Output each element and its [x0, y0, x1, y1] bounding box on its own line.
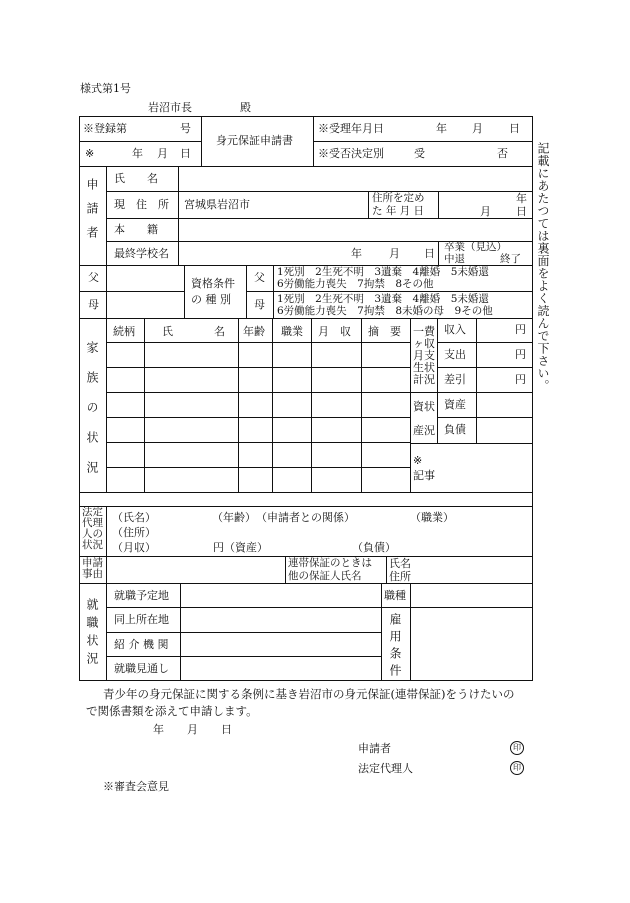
- review-label: ※審査会意見: [103, 780, 169, 793]
- col-remarks: 摘 要: [368, 325, 401, 338]
- debts-label: 負債: [444, 423, 466, 436]
- col-age: 年齢: [243, 325, 265, 338]
- budget-balance: 差引: [444, 373, 466, 386]
- budget-expense: 支出: [444, 348, 466, 361]
- name-label: 氏 名: [114, 172, 158, 185]
- school-month: 月: [389, 247, 400, 260]
- assets-label-b: 産況: [413, 424, 435, 437]
- father-type-label: 父: [254, 271, 265, 284]
- received-day: 日: [509, 122, 520, 135]
- employment-section-label: 就職状況: [85, 598, 99, 670]
- budget-label-a: 一費: [413, 325, 435, 338]
- form-title: 身元保証申請書: [216, 134, 293, 147]
- planned-place-label: 就職予定地: [114, 589, 169, 602]
- col-relation: 続柄: [113, 325, 135, 338]
- form-number: 様式第1号: [80, 82, 131, 95]
- address-label: 現 住 所: [114, 198, 169, 211]
- sign-applicant-label: 申請者: [358, 742, 391, 755]
- col-job: 職業: [281, 325, 303, 338]
- sign-day: 日: [221, 723, 232, 736]
- note-label: 記事: [413, 469, 435, 482]
- guardian-age: （年齢）: [212, 511, 256, 524]
- mother-options-1: 1死別 2生死不明 3遺棄 4離婚 5未婚還: [277, 293, 489, 305]
- residence-year: 年: [516, 192, 527, 205]
- statement-line-2: で関係書類を添えて申請します。: [86, 704, 258, 718]
- guardian-address: （住所）: [112, 526, 156, 539]
- col-name-1: 氏: [162, 325, 173, 338]
- decision-label: ※受否決定別: [318, 147, 384, 160]
- budget-income: 収入: [444, 323, 466, 336]
- registration-no-label: ※登録第: [83, 122, 127, 135]
- received-date-label: ※受理年月日: [318, 122, 384, 135]
- guardian-debts: （負債）: [352, 541, 396, 554]
- father-options-2: 6労働能力喪失 7拘禁 8その他: [277, 278, 434, 290]
- budget-label-c: 月支: [413, 349, 435, 362]
- qual-label-1: 資格条件: [191, 277, 235, 290]
- joint-guarantor-label-2: 他の保証人氏名: [288, 570, 362, 582]
- guardian-seal-icon: 印: [510, 761, 524, 775]
- budget-label-b: ヶ収: [413, 337, 435, 350]
- budget-label-d: 生状: [413, 361, 435, 374]
- family-section-label: 家族の状況: [85, 341, 99, 491]
- guardian-assets: 円（資産）: [213, 541, 268, 554]
- addressee-honorific: 殿: [240, 101, 251, 114]
- decision-accept: 受: [414, 147, 425, 160]
- school-day: 日: [424, 247, 435, 260]
- addressee: 岩沼市長: [148, 101, 192, 114]
- decision-reject: 否: [497, 147, 508, 160]
- residence-date-label-2: た 年 月 日: [372, 205, 425, 217]
- job-type-label: 職種: [384, 589, 406, 602]
- yen-balance: 円: [515, 373, 526, 386]
- applicant-section-label: 申請者: [85, 178, 99, 250]
- father-label: 父: [88, 271, 99, 284]
- prospect-label: 就職見通し: [114, 662, 169, 675]
- mark-year: 年: [132, 147, 143, 160]
- grad-dropout: 中退: [444, 253, 465, 265]
- joint-guarantor-label-1: 連帯保証のときは: [288, 557, 372, 569]
- assets-label: 資産: [444, 398, 466, 411]
- grad-end: 終了: [500, 253, 521, 265]
- received-month: 月: [472, 122, 483, 135]
- side-note: 記載にあたつては裏面をよく読んで下さい。: [536, 142, 550, 392]
- sign-year: 年: [153, 723, 164, 736]
- sign-guardian-label: 法定代理人: [358, 762, 413, 775]
- guarantor-name-label: 氏名: [389, 557, 411, 570]
- mother-type-label: 母: [254, 298, 265, 311]
- qual-label-2: の 種 別: [191, 293, 231, 306]
- note-mark: ※: [413, 454, 423, 467]
- received-year: 年: [436, 122, 447, 135]
- honseki-label: 本 籍: [114, 223, 158, 236]
- guardian-name: （氏名）: [112, 511, 156, 524]
- mother-options-2: 6労働能力喪失 7拘禁 8未婚の母 9その他: [277, 305, 493, 317]
- conditions-label: 雇用条件: [388, 613, 402, 681]
- guardian-income: （月収）: [112, 541, 156, 554]
- guarantor-address-label: 住所: [389, 570, 411, 583]
- mother-label: 母: [88, 298, 99, 311]
- statement-line-1: 青少年の身元保証に関する条例に基き岩沼市の身元保証(連帯保証)をうけたいの: [103, 687, 515, 701]
- sign-month: 月: [187, 723, 198, 736]
- mark-month: 月: [157, 147, 168, 160]
- budget-label-e: 計況: [413, 373, 435, 386]
- residence-date-label: 住所を定め: [372, 192, 425, 204]
- applicant-seal-icon: 印: [510, 741, 524, 755]
- mark-day: 日: [180, 147, 191, 160]
- assets-label-a: 資状: [413, 400, 435, 413]
- yen-income: 円: [515, 323, 526, 336]
- residence-day: 日: [516, 205, 527, 218]
- address-value: 宮城県岩沼市: [184, 198, 250, 211]
- guardian-section-label: 法定代理人の状況: [82, 506, 103, 551]
- col-income: 月 収: [318, 325, 351, 338]
- residence-month: 月: [480, 205, 491, 218]
- yen-expense: 円: [515, 348, 526, 361]
- father-options-1: 1死別 2生死不明 3遺棄 4離婚 5未婚還: [277, 266, 489, 278]
- guardian-relation: （申請者との関係）: [256, 511, 355, 524]
- mark: ※: [85, 147, 95, 160]
- registration-suffix: 号: [180, 122, 191, 135]
- reason-section-label: 申請事由: [82, 557, 103, 580]
- col-name-2: 名: [214, 325, 225, 338]
- grad-status: 卒業（見込）: [444, 241, 507, 253]
- school-label: 最終学校名: [114, 247, 169, 260]
- agency-label: 紹 介 機 関: [114, 638, 169, 651]
- school-year: 年: [351, 247, 362, 260]
- guardian-job: （職業）: [410, 511, 454, 524]
- place-address-label: 同上所在地: [114, 613, 169, 626]
